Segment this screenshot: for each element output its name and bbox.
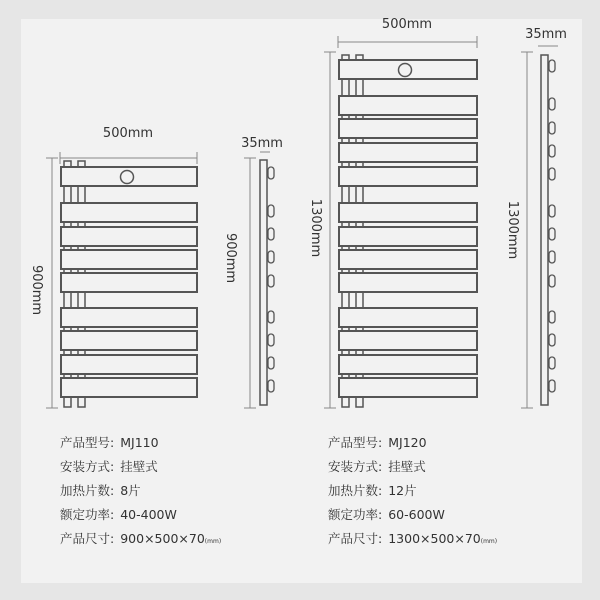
heating-bar xyxy=(61,378,197,397)
spec-row: 额定功率: 60-600W xyxy=(328,507,445,522)
heating-bar xyxy=(339,378,477,397)
small-height-label: 900mm xyxy=(29,264,44,316)
small-front-view xyxy=(46,152,197,408)
side-bracket xyxy=(549,357,555,369)
large-depth-label: 35mm xyxy=(525,27,567,42)
heating-bar xyxy=(339,355,477,374)
side-bracket xyxy=(549,251,555,263)
side-bracket xyxy=(549,122,555,134)
spec-row: 安装方式: 挂壁式 xyxy=(328,459,426,474)
small-side-height-label: 900mm xyxy=(223,232,238,284)
large-side-view xyxy=(521,46,558,408)
spec-row: 额定功率: 40-400W xyxy=(60,507,177,522)
side-bracket xyxy=(549,205,555,217)
heating-bar xyxy=(339,96,477,115)
heating-bar xyxy=(61,331,197,350)
large-side-height-label: 1300mm xyxy=(505,200,520,260)
side-bracket xyxy=(268,380,274,392)
spec-row: 产品型号: MJ110 xyxy=(60,435,159,450)
side-bracket xyxy=(549,228,555,240)
side-bracket xyxy=(549,60,555,72)
large-height-label: 1300mm xyxy=(308,198,323,258)
side-bracket xyxy=(549,145,555,157)
spec-row: 产品型号: MJ120 xyxy=(328,435,427,450)
heating-bar xyxy=(339,250,477,269)
large-front-view xyxy=(324,36,477,408)
side-bracket xyxy=(549,380,555,392)
specs-small xyxy=(60,431,221,554)
heating-bar xyxy=(339,119,477,138)
specs-large xyxy=(328,431,497,554)
side-bracket xyxy=(268,167,274,179)
spec-row: 加热片数: 12片 xyxy=(328,483,417,498)
side-bracket xyxy=(268,311,274,323)
heating-bar xyxy=(339,227,477,246)
side-bracket xyxy=(549,168,555,180)
heating-bar xyxy=(339,331,477,350)
large-width-label: 500mm xyxy=(381,17,433,32)
side-bracket xyxy=(268,275,274,287)
side-bracket xyxy=(268,251,274,263)
heating-bar xyxy=(339,143,477,162)
heating-bar xyxy=(61,203,197,222)
spec-row: 产品尺寸: 900×500×70(mm) xyxy=(60,531,222,546)
side-bracket xyxy=(268,334,274,346)
spec-row: 加热片数: 8片 xyxy=(60,483,141,498)
small-side-view xyxy=(244,152,274,408)
side-bracket xyxy=(549,98,555,110)
small-depth-label: 35mm xyxy=(241,136,283,151)
side-bracket xyxy=(268,205,274,217)
heating-bar xyxy=(61,250,197,269)
side-bracket xyxy=(268,357,274,369)
small-width-label: 500mm xyxy=(102,126,154,141)
side-bracket xyxy=(549,334,555,346)
heating-bar xyxy=(61,227,197,246)
side-bracket xyxy=(549,311,555,323)
spec-row: 安装方式: 挂壁式 xyxy=(60,459,158,474)
heating-bar xyxy=(339,203,477,222)
spec-row: 产品尺寸: 1300×500×70(mm) xyxy=(328,531,498,546)
side-bracket xyxy=(549,275,555,287)
heating-bar xyxy=(61,308,197,327)
heating-bar xyxy=(339,167,477,186)
heating-bar xyxy=(61,355,197,374)
heating-bar xyxy=(339,273,477,292)
heating-bar xyxy=(339,308,477,327)
side-bracket xyxy=(268,228,274,240)
heating-bar xyxy=(61,273,197,292)
